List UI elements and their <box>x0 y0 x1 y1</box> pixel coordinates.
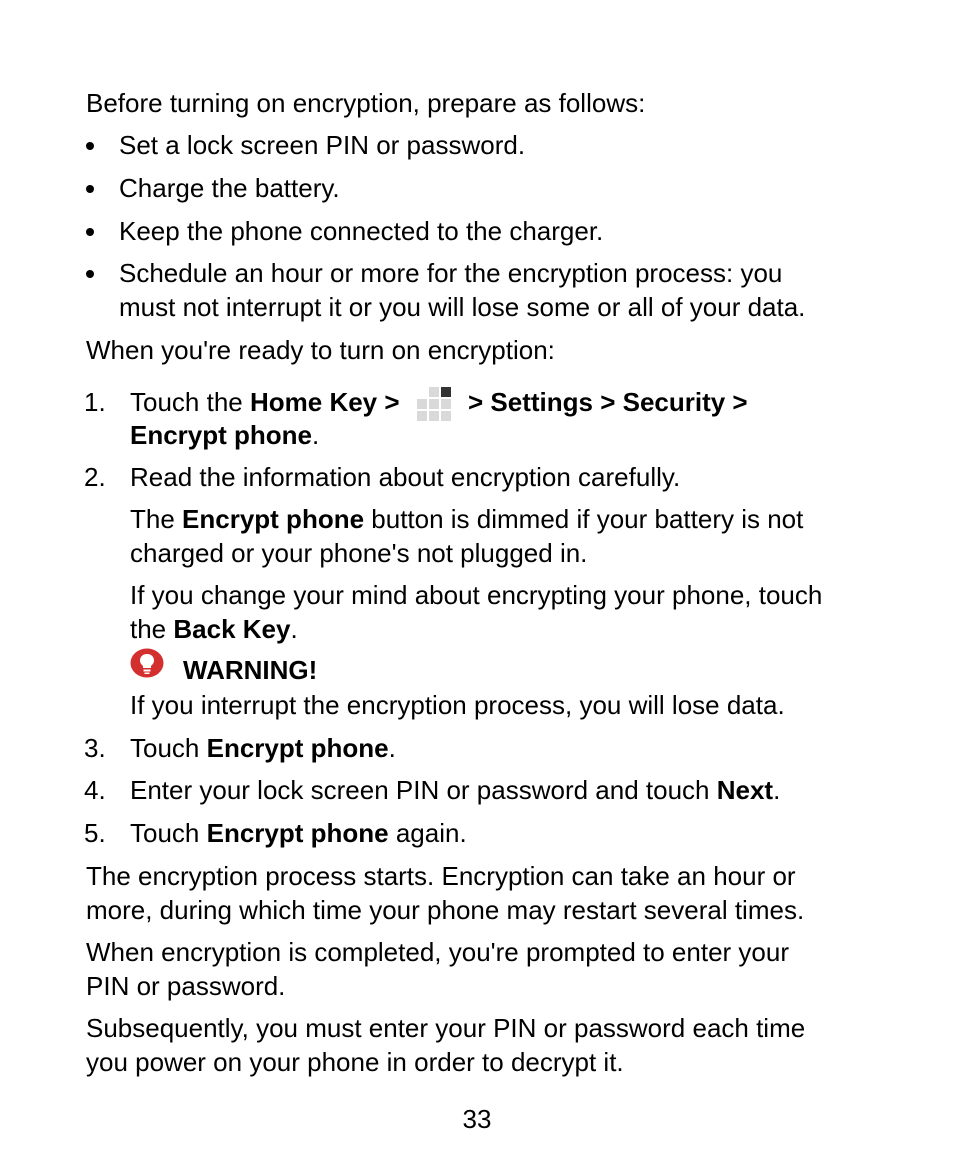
encrypt-phone-label: Encrypt phone <box>182 504 365 534</box>
warning-text: If you interrupt the encryption process, you will lose data. <box>130 690 785 720</box>
back-key-label: Back Key <box>173 614 291 644</box>
prep-item-battery: Charge the battery. <box>119 173 340 203</box>
bullet-dot <box>86 142 94 150</box>
step3-text: Touch Encrypt phone. <box>130 733 396 763</box>
para1-line2: more, during which time your phone may restart several times. <box>86 895 805 925</box>
step2-note2-line1: If you change your mind about encrypting your phone, touch <box>130 580 823 610</box>
page-number: 33 <box>462 1104 492 1134</box>
settings-path-label: > Settings > Security > <box>460 387 748 417</box>
step2-note1-line1: The Encrypt phone button is dimmed if your battery is not <box>130 504 804 534</box>
step2-text: Read the information about encryption carefully. <box>130 462 681 492</box>
step4-text: Enter your lock screen PIN or password and touch Next. <box>130 775 781 805</box>
para3-line2: you power on your phone in order to decrypt it. <box>86 1047 624 1077</box>
prep-item-schedule-cont: must not interrupt it or you will lose some or all of your data. <box>119 292 806 322</box>
para1-line1: The encryption process starts. Encryption can take an hour or <box>86 861 796 891</box>
encrypt-phone-label: Encrypt phone <box>130 420 313 450</box>
para2-line1: When encryption is completed, you're prompted to enter your <box>86 937 789 967</box>
para3-line1: Subsequently, you must enter your PIN or password each time <box>86 1013 806 1043</box>
apps-grid-icon <box>413 385 453 421</box>
step1-line2: Encrypt phone. <box>130 420 320 450</box>
step5-text: Touch Encrypt phone again. <box>130 818 467 848</box>
step-number: 2. <box>84 462 106 492</box>
next-label: Next <box>716 775 774 805</box>
para2-line2: PIN or password. <box>86 971 286 1001</box>
step2-note2-line2: the Back Key. <box>130 614 298 644</box>
prep-item-pin: Set a lock screen PIN or password. <box>119 130 526 160</box>
bullet-dot <box>86 185 94 193</box>
prep-item-charger: Keep the phone connected to the charger. <box>119 216 604 246</box>
step-number: 5. <box>84 818 106 848</box>
step-number: 3. <box>84 733 106 763</box>
warning-lightbulb-icon <box>130 648 164 678</box>
step2-note1-line2: charged or your phone's not plugged in. <box>130 538 588 568</box>
bullet-dot <box>86 228 94 236</box>
encrypt-phone-label: Encrypt phone <box>206 818 389 848</box>
step1-text: Touch the <box>130 387 250 417</box>
warning-title: WARNING! <box>183 655 318 685</box>
step1-line1 <box>130 385 748 421</box>
step-number: 1. <box>84 387 106 417</box>
intro-text: Before turning on encryption, prepare as follows: <box>86 88 646 118</box>
step-number: 4. <box>84 775 106 805</box>
encrypt-phone-label: Encrypt phone <box>206 733 389 763</box>
prep-item-schedule: Schedule an hour or more for the encryption process: you <box>119 258 783 288</box>
bullet-dot <box>86 270 94 278</box>
ready-text: When you're ready to turn on encryption: <box>86 335 555 365</box>
home-key-label: Home Key > <box>249 387 407 417</box>
